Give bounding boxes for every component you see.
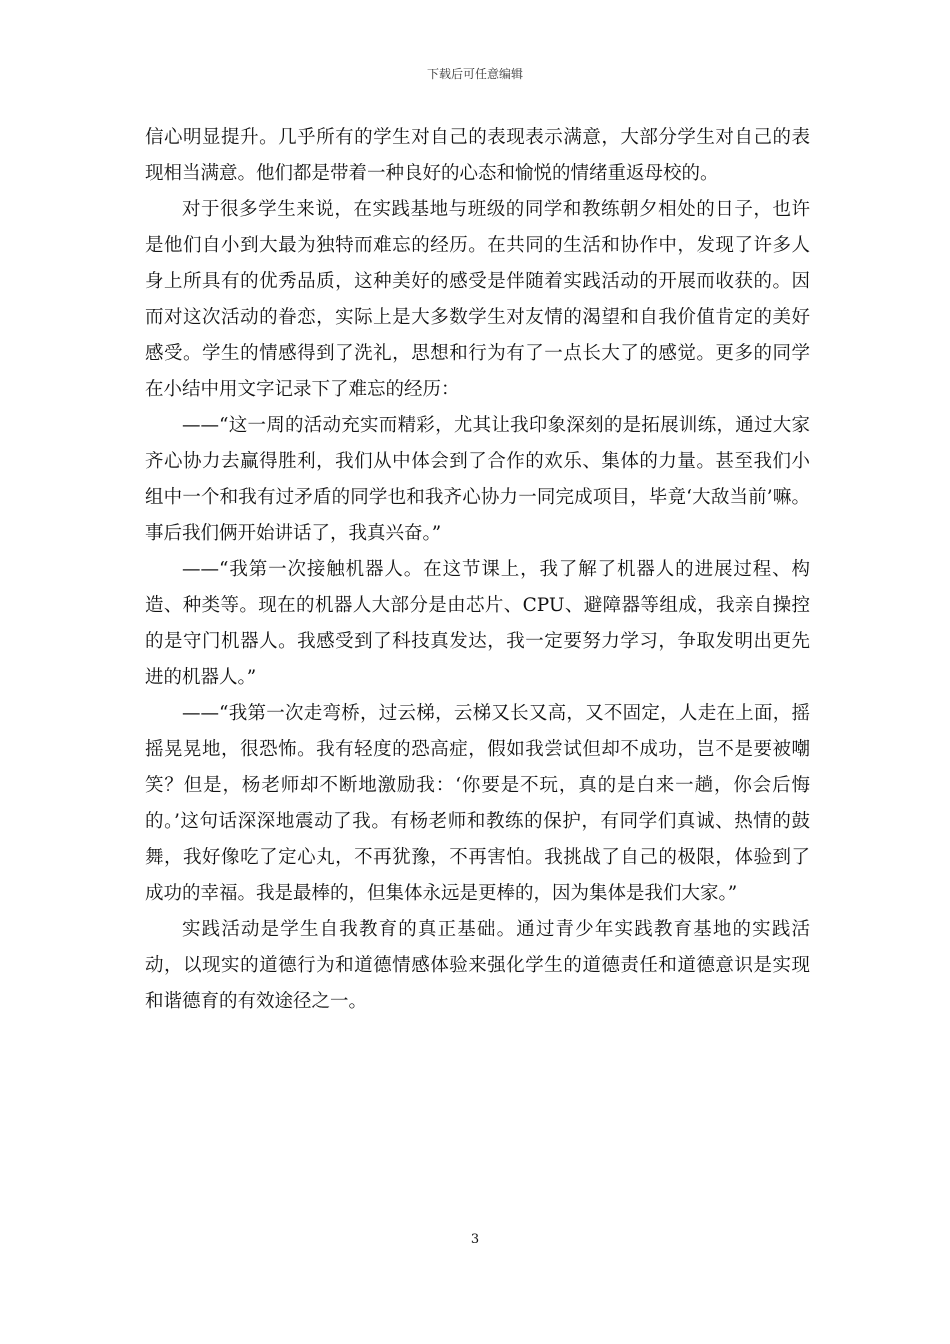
quote-outward-bound-training: ——“这一周的活动充实而精彩，尤其让我印象深刻的是拓展训练，通过大家齐心协力去赢得胜利，我们从中体会到了合作的欢乐、集体的力量。甚至我们小组中一个和我有过矛盾的同学也和我齐心协力一同完成项目，毕竟‘大敌当前’嘛。事后我们俩开始讲话了，我真兴奋。” <box>145 415 810 544</box>
paragraph-conclusion: 实践活动是学生自我教育的真正基础。通过青少年实践教育基地的实践活动，以现实的道德行为和道德情感体验来强化学生的道德责任和道德意识是实现和谐德育的有效途径之一。 <box>145 919 810 1012</box>
page-header: 下载后可任意编辑 <box>426 67 523 81</box>
document-body <box>145 120 810 1020</box>
paragraph-experience-intro: 对于很多学生来说，在实践基地与班级的同学和教练朝夕相处的日子，也许是他们自小到大最为独特而难忘的经历。在共同的生活和协作中，发现了许多人身上所具有的优秀品质，这种美好的感受是伴随着实践活动的开展而收获的。因而对这次活动的眷恋，实际上是大多数学生对友情的渴望和自我价值肯定的美好感受。学生的情感得到了洗礼，思想和行为有了一点长大了的感觉。更多的同学在小结中用文字记录下了难忘的经历： <box>145 199 810 400</box>
quote-cloud-ladder: ——“我第一次走弯桥，过云梯，云梯又长又高，又不固定，人走在上面，摇摇晃晃地，很恐怖。我有轻度的恐高症，假如我尝试但却不成功，岂不是要被嘲笑？但是，杨老师却不断地激励我：‘你要是不玩，真的是白来一趟，你会后悔的。’这句话深深地震动了我。有杨老师和教练的保护，有同学们真诚、热情的鼓舞，我好像吃了定心丸，不再犹豫，不再害怕。我挑战了自己的极限，体验到了成功的幸福。我是最棒的，但集体永远是更棒的，因为集体是我们大家。” <box>145 703 810 904</box>
page-number: 3 <box>470 1232 480 1247</box>
quote-robot-class: ——“我第一次接触机器人。在这节课上，我了解了机器人的进展过程、构造、种类等。现在的机器人大部分是由芯片、CPU、避障器等组成，我亲自操控的是守门机器人。我感受到了科技真发达，我一定要努力学习，争取发明出更先进的机器人。” <box>145 559 810 688</box>
paragraph-continuation: 信心明显提升。几乎所有的学生对自己的表现表示满意，大部分学生对自己的表现相当满意。他们都是带着一种良好的心态和愉悦的情绪重返母校的。 <box>145 127 810 184</box>
